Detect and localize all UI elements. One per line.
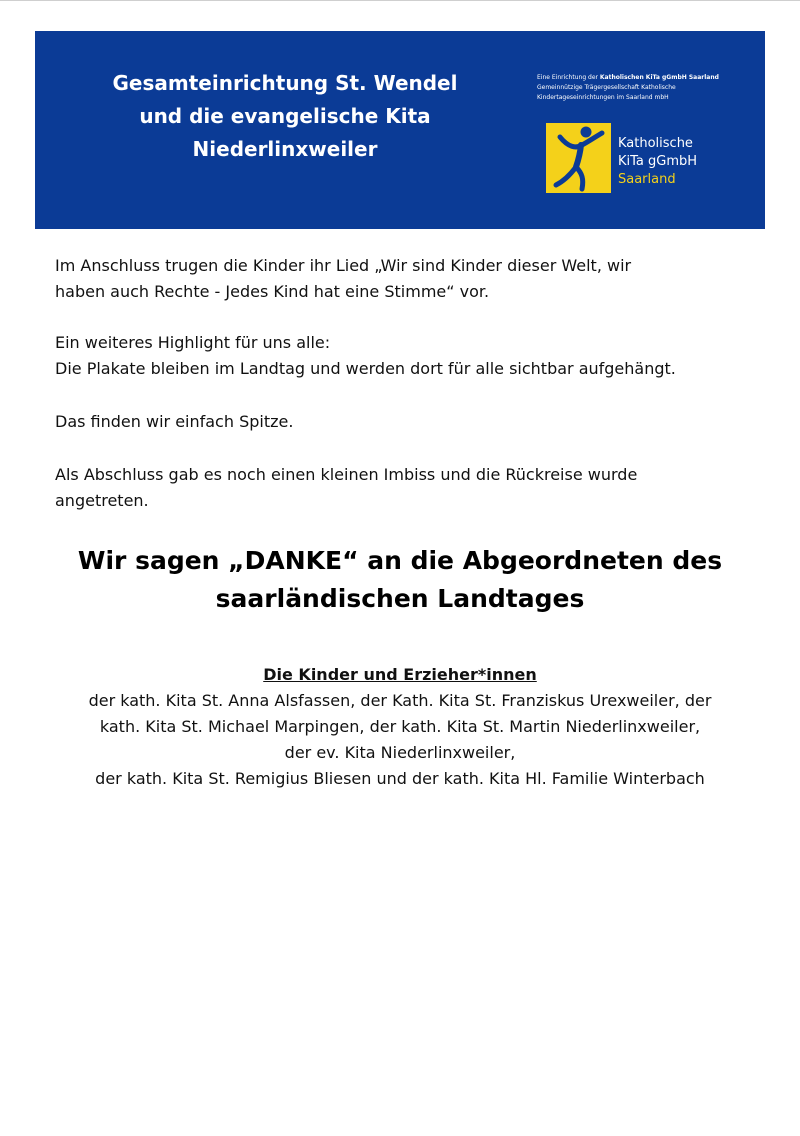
banner-title-line: Niederlinxweiler [192,137,378,161]
info-prefix: Eine Einrichtung der [537,74,600,81]
credits-title: Die Kinder und Erzieher*innen [263,665,537,684]
organization-info-line: Kindertageseinrichtungen im Saarland mbH [537,94,669,101]
thanks-heading-line: saarländischen Landtages [215,584,585,613]
logo-wordmark [618,135,697,189]
paragraph-highlight [55,330,755,382]
paragraph-line: Das finden wir einfach Spitze. [55,412,294,431]
paragraph-line: Im Anschluss trugen die Kinder ihr Lied „Wir sind Kinder dieser Welt, wir [55,256,632,275]
credits-line: der kath. Kita St. Remigius Bliesen und der kath. Kita Hl. Familie Winterbach [95,769,705,788]
thanks-heading-line: Wir sagen „DANKE“ an die Abgeordneten des [77,546,723,575]
paragraph-song [55,253,755,305]
info-org-name: Katholischen KiTa gGmbH Saarland [599,74,719,81]
page-top-border [0,0,800,1]
paragraph-line: Die Plakate bleiben im Landtag und werden dort für alle sichtbar aufgehängt. [55,359,676,378]
paragraph-line: haben auch Rechte - Jedes Kind hat eine Stimme“ vor. [55,282,490,301]
paragraph-line: Ein weiteres Highlight für uns alle: [55,333,331,352]
paragraph-line: angetreten. [55,491,149,510]
paragraph-spitze [55,409,755,435]
credits-line: kath. Kita St. Michael Marpingen, der kath. Kita St. Martin Niederlinxweiler, [99,717,701,736]
logo-text-line: KiTa gGmbH [618,154,698,169]
logo-text-line: Katholische [618,136,693,151]
logo-mark [546,123,611,193]
paragraph-line: Als Abschluss gab es noch einen kleinen Imbiss und die Rückreise wurde [55,465,638,484]
organization-info [537,73,762,103]
organization-info-line: Gemeinnützige Trägergesellschaft Katholische [537,84,676,91]
thanks-heading [0,542,800,618]
credits-block [0,662,800,792]
paragraph-closing [55,462,755,514]
banner-title [35,67,535,166]
credits-line: der ev. Kita Niederlinxweiler, [284,743,516,762]
banner-title-line: und die evangelische Kita [139,104,431,128]
banner-title-line: Gesamteinrichtung St. Wendel [112,71,458,95]
organization-info-line [537,73,762,83]
logo-text-line: Saarland [618,172,676,187]
header-banner [35,31,765,229]
credits-line: der kath. Kita St. Anna Alsfassen, der Kath. Kita St. Franziskus Urexweiler, der [88,691,712,710]
person-figure-icon [546,123,611,193]
